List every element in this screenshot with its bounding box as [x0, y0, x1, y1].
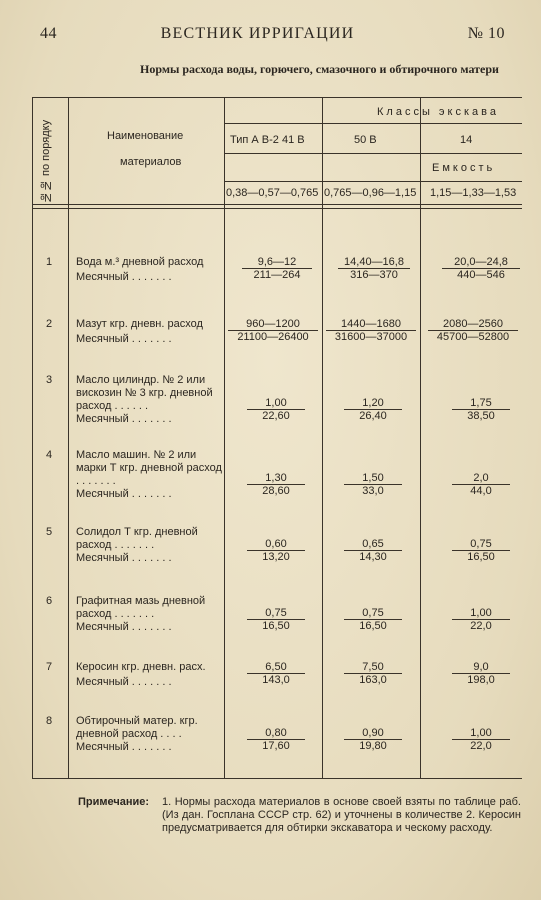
row-number: 1 [46, 256, 53, 268]
value-cell: 0,75 16,50 [452, 538, 510, 563]
value-cell: 1,20 26,40 [344, 397, 402, 422]
value-cell: 0,65 14,30 [344, 538, 402, 563]
material-name: Солидол Т кгр. дневной расход . . . . . . . [76, 526, 198, 551]
name-column-header-line2: материалов [120, 156, 182, 168]
type-header-3: 14 [460, 134, 473, 146]
value-cell: 0,60 13,20 [247, 538, 305, 563]
journal-title: ВЕСТНИК ИРРИГАЦИИ [160, 25, 355, 42]
monthly-label: Месячный . . . . . . . [76, 271, 172, 283]
monthly-label: Месячный . . . . . . . [76, 333, 172, 345]
value-cell: 7,50 163,0 [344, 661, 402, 686]
row-number: 7 [46, 661, 53, 673]
value-cell: 9,0 198,0 [452, 661, 510, 686]
value-cell: 1,75 38,50 [452, 397, 510, 422]
value-cell: 1,30 28,60 [247, 472, 305, 497]
material-name: Керосин кгр. дневн. расх. [76, 661, 206, 673]
capacity-header: Емкость [432, 162, 496, 174]
index-column-header: №№ по порядку [40, 119, 52, 203]
value-cell: 1,00 22,0 [452, 607, 510, 632]
footnote [78, 796, 521, 835]
material-name: Графитная мазь дневной расход . . . . . . . [76, 595, 206, 620]
value-cell: 6,50 143,0 [247, 661, 305, 686]
value-cell: 2,0 44,0 [452, 472, 510, 497]
capacity-3: 1,15—1,33—1,53 [430, 187, 517, 199]
type-header-2: 50 В [354, 134, 377, 146]
monthly-label: Месячный . . . . . . . [76, 621, 172, 633]
type-header-1: Тип А В-2 41 В [230, 134, 305, 146]
value-cell: 0,90 19,80 [344, 727, 402, 752]
page-number: 44 [40, 25, 57, 42]
value-cell: 1,50 33,0 [344, 472, 402, 497]
row-number: 6 [46, 595, 53, 607]
value-cell: 1,00 22,0 [452, 727, 510, 752]
material-name: Мазут кгр. дневн. расход [76, 318, 203, 330]
classes-header: Классы экскава [377, 106, 499, 118]
monthly-label: Месячный . . . . . . . [76, 676, 172, 688]
row-number: 3 [46, 374, 53, 386]
row-number: 4 [46, 449, 53, 461]
capacity-1: 0,38—0,57—0,765 [226, 187, 319, 199]
material-name: Вода м.³ дневной расход [76, 256, 204, 268]
page-header [40, 22, 505, 46]
row-number: 8 [46, 715, 53, 727]
value-cell: 1440—1680 31600—37000 [326, 318, 416, 343]
monthly-label: Месячный . . . . . . . [76, 488, 172, 500]
value-cell: 960—1200 21100—26400 [228, 318, 318, 343]
material-name: Масло цилиндр. № 2 или вискозин № 3 кгр. дневной расход . . . . . . [76, 374, 213, 412]
capacity-2: 0,765—0,96—1,15 [324, 187, 417, 199]
value-cell: 1,00 22,60 [247, 397, 305, 422]
value-cell: 20,0—24,8 440—546 [442, 256, 520, 281]
material-name: Обтирочный матер. кгр. дневной расход . . . . [76, 715, 198, 740]
norms-table [32, 97, 522, 779]
monthly-label: Месячный . . . . . . . [76, 413, 172, 425]
monthly-label: Месячный . . . . . . . [76, 552, 172, 564]
row-number: 5 [46, 526, 53, 538]
row-number: 2 [46, 318, 53, 330]
value-cell: 0,80 17,60 [247, 727, 305, 752]
value-cell: 9,6—12 211—264 [242, 256, 312, 281]
monthly-label: Месячный . . . . . . . [76, 741, 172, 753]
name-column-header-line1: Наименование [107, 130, 184, 142]
value-cell: 2080—2560 45700—52800 [428, 318, 518, 343]
value-cell: 0,75 16,50 [247, 607, 305, 632]
note-label: Примечание: [78, 796, 150, 808]
value-cell: 14,40—16,8 316—370 [338, 256, 410, 281]
table-title: Нормы расхода воды, горючего, смазочного и обтирочного матери [140, 62, 499, 76]
note-text: 1. Нормы расхода материалов в основе своей взяты по таблице раб. (Из дан. Госплана СССР стр. 62) и уточнены в количестве 2. Керосин предусматривается для обтирки экскаватора и ческому расходу. [162, 796, 521, 834]
material-name: Масло машин. № 2 или марки Т кгр. дневной расход . . . . . . . [76, 449, 222, 487]
value-cell: 0,75 16,50 [344, 607, 402, 632]
issue-number: № 10 [467, 25, 505, 42]
